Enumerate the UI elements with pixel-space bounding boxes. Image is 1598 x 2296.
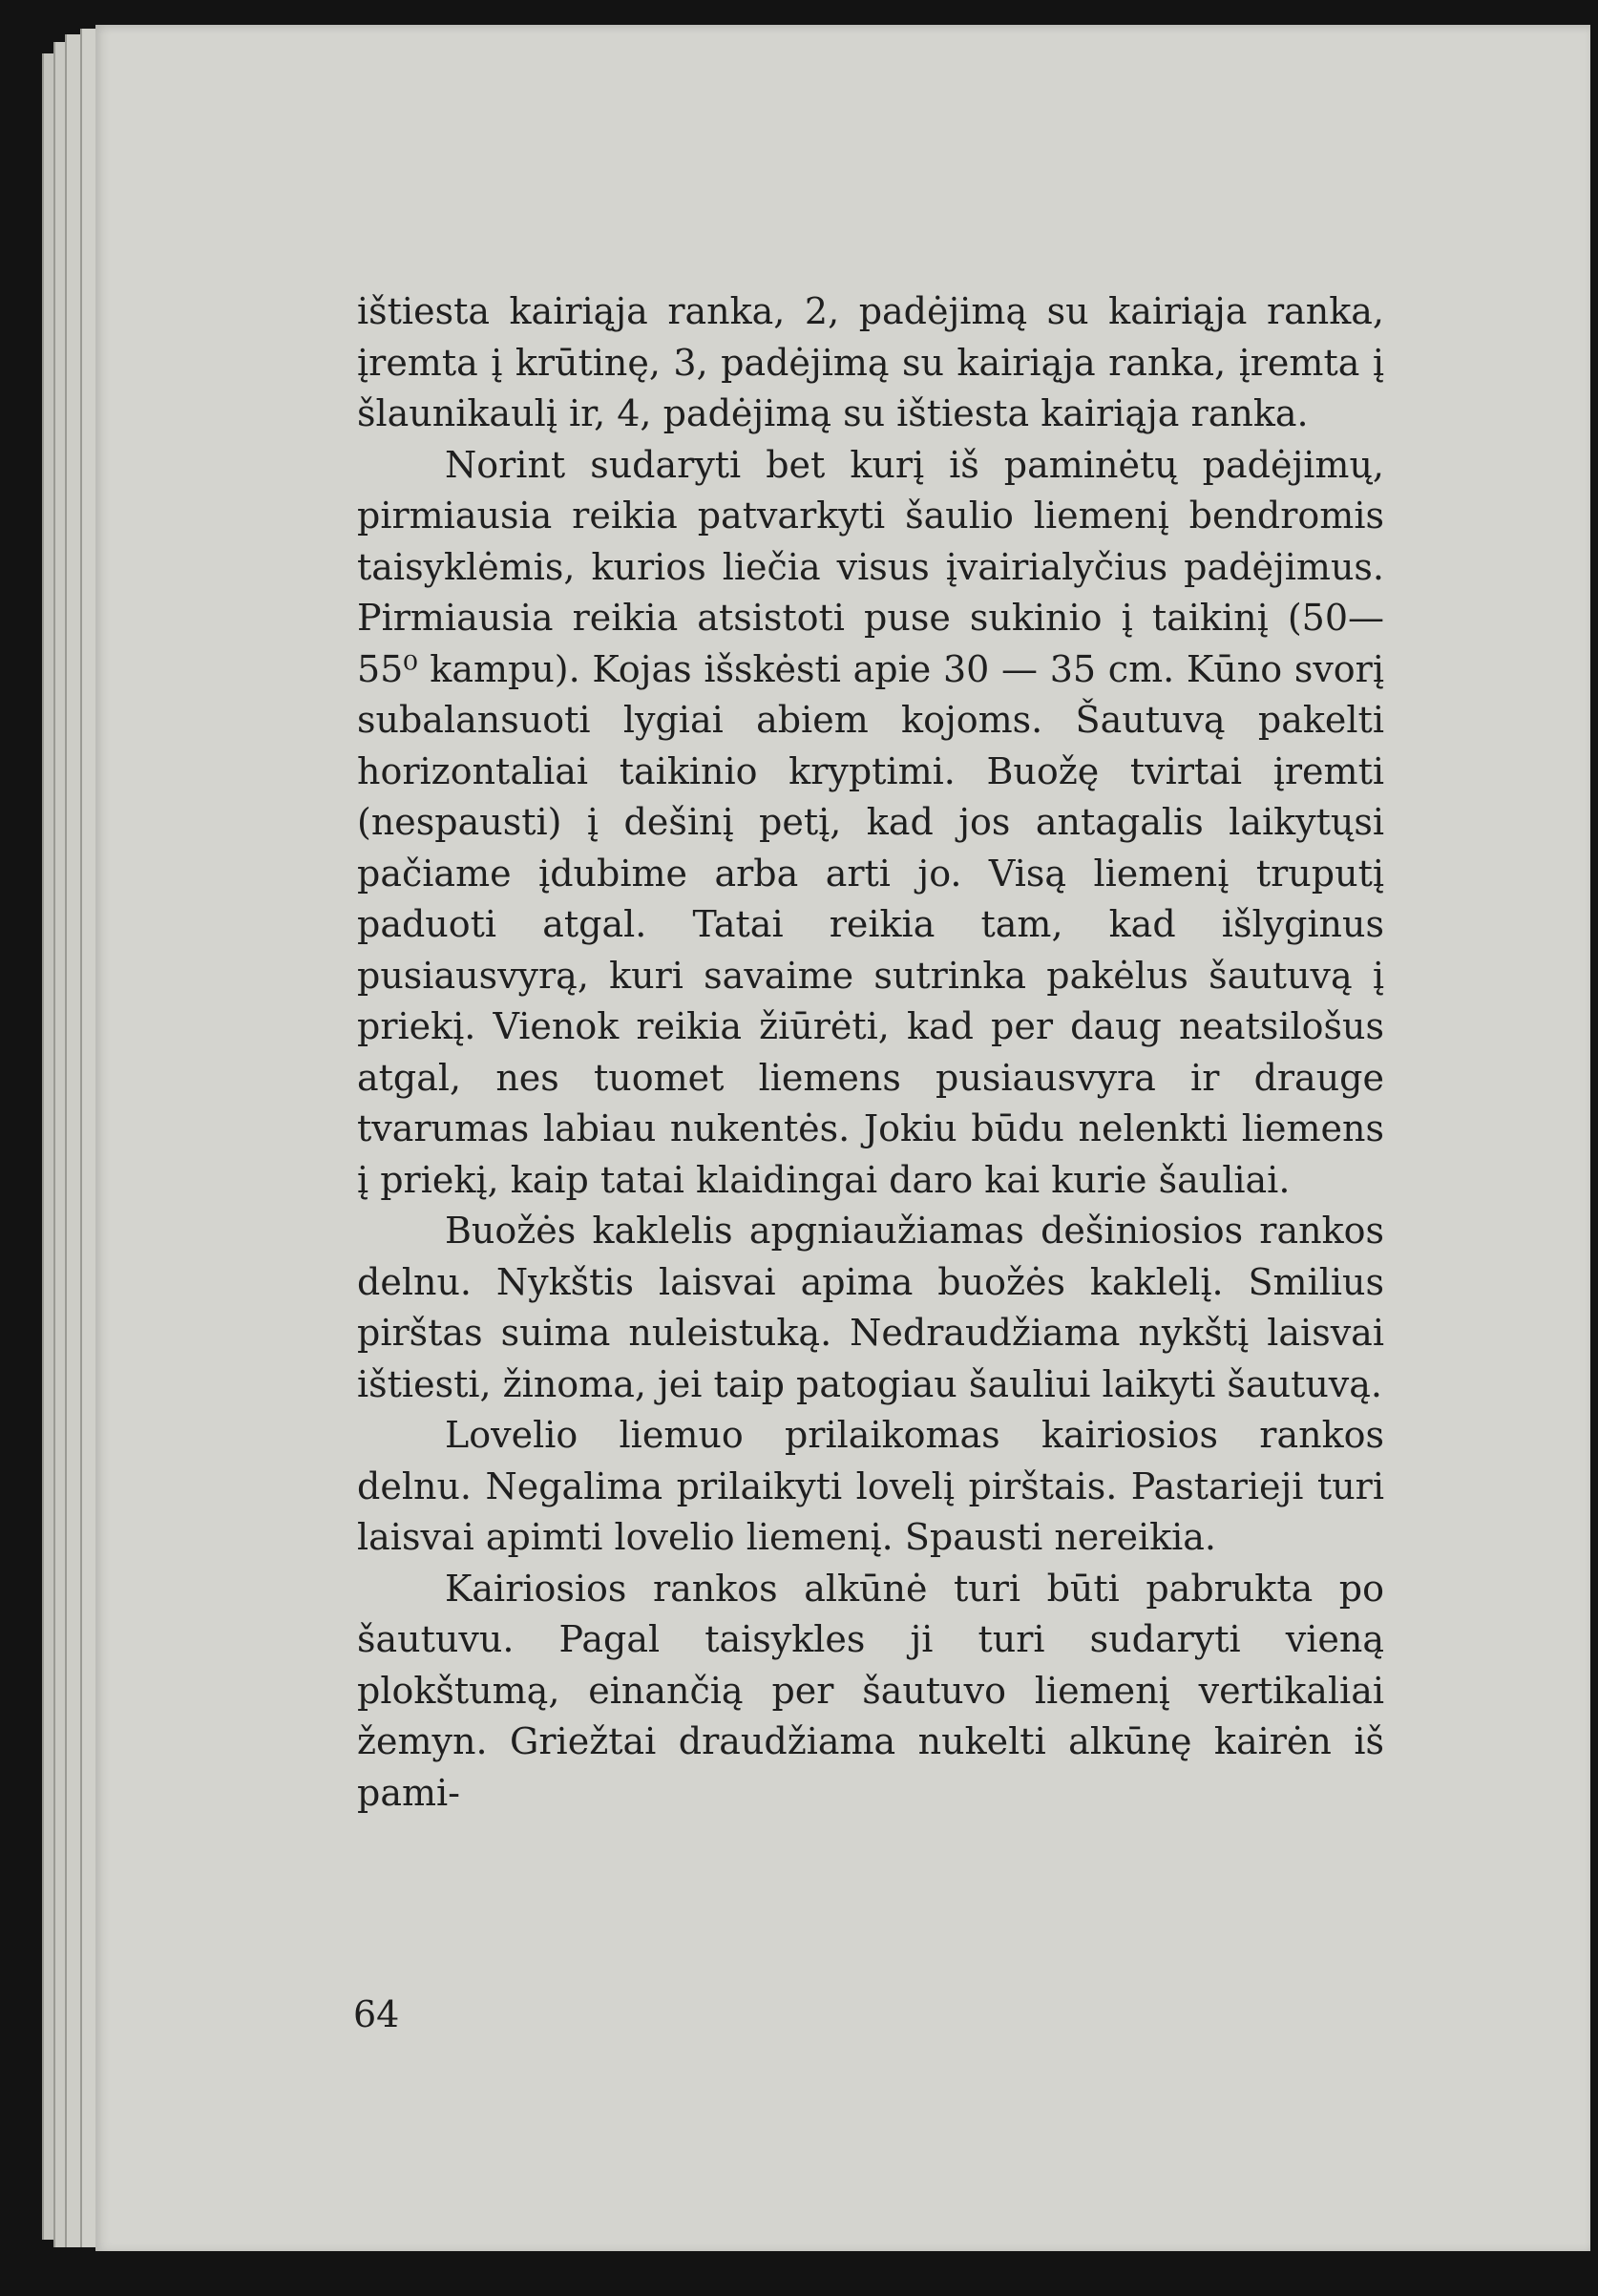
paragraph-2: Norint sudaryti bet kurį iš paminėtų padėjimų, pirmiausia reikia patvarkyti šaulio liemenį bendromis taisyklėmis, kurios liečia visus įvairialyčius padėjimus. Pirmiausia reikia atsistoti puse sukinio į taikinį (50—55⁰ kampu). Kojas išskėsti apie 30 — 35 cm. Kūno svorį subalansuoti lygiai abiem kojoms. Šautuvą pakelti horizontaliai taikinio kryptimi. Buožę tvirtai įremti (nespausti) į dešinį petį, kad jos antagalis laikytųsi pačiame įdubime arba arti jo. Visą liemenį truputį paduoti atgal. Tatai reikia tam, kad išlyginus pusiausvyrą, kuri savaime sutrinka pakėlus šautuvą į priekį. Vienok reikia žiūrėti, kad per daug neatsilošus atgal, nes tuomet liemens pusiausvyra ir drauge tvarumas labiau nukentės. Jokiu būdu nelenkti liemens į priekį, kaip tatai klaidingai daro kai kurie šauliai. — [357, 443, 1384, 1201]
paragraph-5: Kairiosios rankos alkūnė turi būti pabrukta po šautuvu. Pagal taisykles ji turi sudaryti vieną plokštumą, einančią per šautuvo liemenį vertikaliai žemyn. Griežtai draudžiama nukelti alkūnę kairėn iš pami- — [357, 1567, 1384, 1814]
paragraph-3: Buožės kaklelis apgniaužiamas dešiniosios rankos delnu. Nykštis laisvai apima buožės kaklelį. Smilius pirštas suima nuleistuką. Nedraudžiama nykštį laisvai ištiesti, žinoma, jei taip patogiau šauliui laikyti šautuvą. — [357, 1210, 1384, 1405]
paragraph-1: ištiesta kairiąja ranka, 2, padėjimą su kairiąja ranka, įremta į krūtinę, 3, padėjimą su kairiąja ranka, įremta į šlaunikaulį ir, 4, padėjimą su ištiesta kairiąja ranka. — [357, 290, 1384, 434]
paragraph-4: Lovelio liemuo prilaikomas kairiosios rankos delnu. Negalima prilaikyti lovelį pirštais. Pastarieji turi laisvai apimti lovelio liemenį. Spausti nereikia. — [357, 1414, 1384, 1558]
page-number: 64 — [353, 1993, 400, 2035]
body-text — [357, 286, 1384, 1819]
